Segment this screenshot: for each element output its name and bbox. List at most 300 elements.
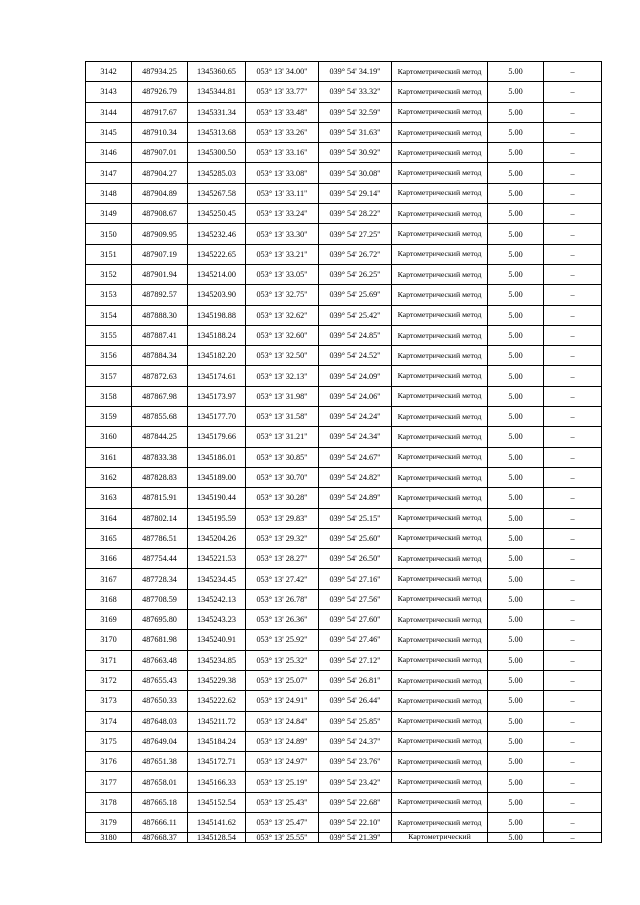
accuracy-cell: 5.00 [488, 204, 544, 224]
latitude-cell: 053° 13' 30.85" [246, 447, 319, 467]
coordinates-table [85, 61, 602, 843]
coord-x-cell: 487907.01 [132, 143, 188, 163]
point-number-cell: 3174 [86, 711, 132, 731]
coord-x-cell: 487649.04 [132, 731, 188, 751]
description-cell: – [544, 366, 602, 386]
point-number-cell: 3175 [86, 731, 132, 751]
coord-x-cell: 487681.98 [132, 630, 188, 650]
description-cell: – [544, 731, 602, 751]
coord-y-cell: 1345198.88 [188, 305, 246, 325]
latitude-cell: 053° 13' 30.28" [246, 488, 319, 508]
point-number-cell: 3169 [86, 610, 132, 630]
method-cell: Картометрический метод [392, 812, 488, 832]
method-cell: Картометрический метод [392, 731, 488, 751]
coord-y-cell: 1345189.00 [188, 467, 246, 487]
table-row [86, 670, 602, 690]
latitude-cell: 053° 13' 32.75" [246, 285, 319, 305]
latitude-cell: 053° 13' 31.21" [246, 427, 319, 447]
coord-y-cell: 1345360.65 [188, 62, 246, 82]
accuracy-cell: 5.00 [488, 285, 544, 305]
coord-x-cell: 487728.34 [132, 569, 188, 589]
description-cell: – [544, 102, 602, 122]
longitude-cell: 039° 54' 32.59" [319, 102, 392, 122]
table-row [86, 285, 602, 305]
longitude-cell: 039° 54' 26.81" [319, 670, 392, 690]
latitude-cell: 053° 13' 24.84" [246, 711, 319, 731]
coord-y-cell: 1345174.61 [188, 366, 246, 386]
accuracy-cell: 5.00 [488, 183, 544, 203]
longitude-cell: 039° 54' 30.92" [319, 143, 392, 163]
latitude-cell: 053° 13' 33.11" [246, 183, 319, 203]
point-number-cell: 3157 [86, 366, 132, 386]
coord-y-cell: 1345211.72 [188, 711, 246, 731]
table-row [86, 62, 602, 82]
accuracy-cell: 5.00 [488, 752, 544, 772]
coordinates-table-body [86, 62, 602, 843]
method-cell: Картометрический метод [392, 62, 488, 82]
coord-y-cell: 1345179.66 [188, 427, 246, 447]
table-row [86, 528, 602, 548]
table-row [86, 224, 602, 244]
coord-x-cell: 487904.27 [132, 163, 188, 183]
description-cell: – [544, 467, 602, 487]
accuracy-cell: 5.00 [488, 670, 544, 690]
longitude-cell: 039° 54' 24.37" [319, 731, 392, 751]
method-cell: Картометрический метод [392, 386, 488, 406]
latitude-cell: 053° 13' 31.98" [246, 386, 319, 406]
latitude-cell: 053° 13' 32.60" [246, 325, 319, 345]
latitude-cell: 053° 13' 25.92" [246, 630, 319, 650]
table-row [86, 366, 602, 386]
coord-y-cell: 1345243.23 [188, 610, 246, 630]
longitude-cell: 039° 54' 24.89" [319, 488, 392, 508]
latitude-cell: 053° 13' 32.50" [246, 346, 319, 366]
description-cell: – [544, 346, 602, 366]
point-number-cell: 3162 [86, 467, 132, 487]
longitude-cell: 039° 54' 26.50" [319, 549, 392, 569]
method-cell: Картометрический метод [392, 447, 488, 467]
coord-x-cell: 487907.19 [132, 244, 188, 264]
accuracy-cell: 5.00 [488, 833, 544, 843]
longitude-cell: 039° 54' 28.22" [319, 204, 392, 224]
coord-y-cell: 1345331.34 [188, 102, 246, 122]
latitude-cell: 053° 13' 26.36" [246, 610, 319, 630]
coord-x-cell: 487833.38 [132, 447, 188, 467]
description-cell: – [544, 122, 602, 142]
latitude-cell: 053° 13' 25.47" [246, 812, 319, 832]
coord-x-cell: 487658.01 [132, 772, 188, 792]
table-row [86, 325, 602, 345]
coord-y-cell: 1345242.13 [188, 589, 246, 609]
accuracy-cell: 5.00 [488, 366, 544, 386]
coord-x-cell: 487892.57 [132, 285, 188, 305]
method-cell: Картометрический метод [392, 407, 488, 427]
latitude-cell: 053° 13' 33.16" [246, 143, 319, 163]
accuracy-cell: 5.00 [488, 427, 544, 447]
coord-y-cell: 1345186.01 [188, 447, 246, 467]
point-number-cell: 3151 [86, 244, 132, 264]
method-cell: Картометрический [392, 833, 488, 843]
table-row [86, 427, 602, 447]
coord-y-cell: 1345267.58 [188, 183, 246, 203]
latitude-cell: 053° 13' 25.07" [246, 670, 319, 690]
accuracy-cell: 5.00 [488, 691, 544, 711]
longitude-cell: 039° 54' 22.68" [319, 792, 392, 812]
point-number-cell: 3172 [86, 670, 132, 690]
coord-y-cell: 1345234.45 [188, 569, 246, 589]
latitude-cell: 053° 13' 26.78" [246, 589, 319, 609]
coord-y-cell: 1345190.44 [188, 488, 246, 508]
table-row [86, 772, 602, 792]
point-number-cell: 3155 [86, 325, 132, 345]
table-row [86, 163, 602, 183]
accuracy-cell: 5.00 [488, 630, 544, 650]
latitude-cell: 053° 13' 31.58" [246, 407, 319, 427]
method-cell: Картометрический метод [392, 244, 488, 264]
coord-x-cell: 487663.48 [132, 650, 188, 670]
accuracy-cell: 5.00 [488, 549, 544, 569]
description-cell: – [544, 508, 602, 528]
description-cell: – [544, 386, 602, 406]
coord-x-cell: 487648.03 [132, 711, 188, 731]
accuracy-cell: 5.00 [488, 82, 544, 102]
coord-x-cell: 487934.25 [132, 62, 188, 82]
longitude-cell: 039° 54' 30.08" [319, 163, 392, 183]
longitude-cell: 039° 54' 31.63" [319, 122, 392, 142]
accuracy-cell: 5.00 [488, 62, 544, 82]
coord-x-cell: 487926.79 [132, 82, 188, 102]
description-cell: – [544, 264, 602, 284]
latitude-cell: 053° 13' 33.08" [246, 163, 319, 183]
description-cell: – [544, 427, 602, 447]
coord-y-cell: 1345184.24 [188, 731, 246, 751]
description-cell: – [544, 163, 602, 183]
method-cell: Картометрический метод [392, 325, 488, 345]
latitude-cell: 053° 13' 33.77" [246, 82, 319, 102]
latitude-cell: 053° 13' 33.05" [246, 264, 319, 284]
coord-y-cell: 1345173.97 [188, 386, 246, 406]
description-cell: – [544, 407, 602, 427]
point-number-cell: 3142 [86, 62, 132, 82]
latitude-cell: 053° 13' 33.21" [246, 244, 319, 264]
accuracy-cell: 5.00 [488, 102, 544, 122]
point-number-cell: 3152 [86, 264, 132, 284]
description-cell: – [544, 772, 602, 792]
table-row [86, 610, 602, 630]
method-cell: Картометрический метод [392, 549, 488, 569]
longitude-cell: 039° 54' 26.44" [319, 691, 392, 711]
coord-x-cell: 487668.37 [132, 833, 188, 843]
accuracy-cell: 5.00 [488, 488, 544, 508]
longitude-cell: 039° 54' 29.14" [319, 183, 392, 203]
point-number-cell: 3180 [86, 833, 132, 843]
description-cell: – [544, 650, 602, 670]
accuracy-cell: 5.00 [488, 325, 544, 345]
table-row [86, 244, 602, 264]
description-cell: – [544, 569, 602, 589]
description-cell: – [544, 62, 602, 82]
point-number-cell: 3164 [86, 508, 132, 528]
coord-x-cell: 487867.98 [132, 386, 188, 406]
point-number-cell: 3178 [86, 792, 132, 812]
accuracy-cell: 5.00 [488, 467, 544, 487]
table-row [86, 833, 602, 843]
description-cell: – [544, 549, 602, 569]
coord-x-cell: 487695.80 [132, 610, 188, 630]
table-row [86, 183, 602, 203]
coord-x-cell: 487901.94 [132, 264, 188, 284]
method-cell: Картометрический метод [392, 589, 488, 609]
latitude-cell: 053° 13' 29.83" [246, 508, 319, 528]
coord-x-cell: 487802.14 [132, 508, 188, 528]
description-cell: – [544, 528, 602, 548]
accuracy-cell: 5.00 [488, 792, 544, 812]
point-number-cell: 3156 [86, 346, 132, 366]
table-row [86, 488, 602, 508]
longitude-cell: 039° 54' 24.82" [319, 467, 392, 487]
latitude-cell: 053° 13' 25.19" [246, 772, 319, 792]
longitude-cell: 039° 54' 27.16" [319, 569, 392, 589]
coord-x-cell: 487884.34 [132, 346, 188, 366]
accuracy-cell: 5.00 [488, 122, 544, 142]
table-row [86, 812, 602, 832]
point-number-cell: 3145 [86, 122, 132, 142]
method-cell: Картометрический метод [392, 143, 488, 163]
description-cell: – [544, 833, 602, 843]
coord-x-cell: 487887.41 [132, 325, 188, 345]
coord-y-cell: 1345300.50 [188, 143, 246, 163]
longitude-cell: 039° 54' 25.42" [319, 305, 392, 325]
table-row [86, 204, 602, 224]
longitude-cell: 039° 54' 21.39" [319, 833, 392, 843]
latitude-cell: 053° 13' 24.89" [246, 731, 319, 751]
coord-y-cell: 1345195.59 [188, 508, 246, 528]
description-cell: – [544, 589, 602, 609]
coord-y-cell: 1345221.53 [188, 549, 246, 569]
accuracy-cell: 5.00 [488, 569, 544, 589]
coord-y-cell: 1345177.70 [188, 407, 246, 427]
method-cell: Картометрический метод [392, 711, 488, 731]
table-row [86, 589, 602, 609]
longitude-cell: 039° 54' 27.12" [319, 650, 392, 670]
accuracy-cell: 5.00 [488, 163, 544, 183]
table-row [86, 122, 602, 142]
point-number-cell: 3148 [86, 183, 132, 203]
description-cell: – [544, 488, 602, 508]
method-cell: Картометрический метод [392, 122, 488, 142]
description-cell: – [544, 305, 602, 325]
table-row [86, 508, 602, 528]
table-row [86, 549, 602, 569]
coord-x-cell: 487828.83 [132, 467, 188, 487]
latitude-cell: 053° 13' 24.91" [246, 691, 319, 711]
accuracy-cell: 5.00 [488, 589, 544, 609]
point-number-cell: 3159 [86, 407, 132, 427]
latitude-cell: 053° 13' 32.13" [246, 366, 319, 386]
method-cell: Картометрический метод [392, 488, 488, 508]
latitude-cell: 053° 13' 33.24" [246, 204, 319, 224]
longitude-cell: 039° 54' 25.85" [319, 711, 392, 731]
latitude-cell: 053° 13' 25.55" [246, 833, 319, 843]
latitude-cell: 053° 13' 25.32" [246, 650, 319, 670]
coord-y-cell: 1345214.00 [188, 264, 246, 284]
point-number-cell: 3146 [86, 143, 132, 163]
longitude-cell: 039° 54' 24.85" [319, 325, 392, 345]
description-cell: – [544, 183, 602, 203]
point-number-cell: 3143 [86, 82, 132, 102]
longitude-cell: 039° 54' 24.09" [319, 366, 392, 386]
coord-y-cell: 1345166.33 [188, 772, 246, 792]
coord-x-cell: 487815.91 [132, 488, 188, 508]
accuracy-cell: 5.00 [488, 711, 544, 731]
description-cell: – [544, 82, 602, 102]
table-row [86, 386, 602, 406]
point-number-cell: 3173 [86, 691, 132, 711]
coord-y-cell: 1345203.90 [188, 285, 246, 305]
coord-y-cell: 1345250.45 [188, 204, 246, 224]
table-row [86, 264, 602, 284]
coord-x-cell: 487908.67 [132, 204, 188, 224]
accuracy-cell: 5.00 [488, 610, 544, 630]
coord-x-cell: 487665.18 [132, 792, 188, 812]
coord-y-cell: 1345229.38 [188, 670, 246, 690]
coord-y-cell: 1345172.71 [188, 752, 246, 772]
method-cell: Картометрический метод [392, 346, 488, 366]
table-row [86, 731, 602, 751]
method-cell: Картометрический метод [392, 670, 488, 690]
method-cell: Картометрический метод [392, 183, 488, 203]
longitude-cell: 039° 54' 24.67" [319, 447, 392, 467]
accuracy-cell: 5.00 [488, 812, 544, 832]
point-number-cell: 3170 [86, 630, 132, 650]
description-cell: – [544, 204, 602, 224]
method-cell: Картометрический метод [392, 285, 488, 305]
longitude-cell: 039° 54' 25.60" [319, 528, 392, 548]
accuracy-cell: 5.00 [488, 224, 544, 244]
table-row [86, 447, 602, 467]
accuracy-cell: 5.00 [488, 508, 544, 528]
point-number-cell: 3147 [86, 163, 132, 183]
description-cell: – [544, 792, 602, 812]
coord-y-cell: 1345285.03 [188, 163, 246, 183]
method-cell: Картометрический метод [392, 102, 488, 122]
longitude-cell: 039° 54' 24.24" [319, 407, 392, 427]
coord-x-cell: 487909.95 [132, 224, 188, 244]
point-number-cell: 3150 [86, 224, 132, 244]
longitude-cell: 039° 54' 26.72" [319, 244, 392, 264]
coord-x-cell: 487754.44 [132, 549, 188, 569]
coord-x-cell: 487872.63 [132, 366, 188, 386]
coord-y-cell: 1345222.65 [188, 244, 246, 264]
latitude-cell: 053° 13' 25.43" [246, 792, 319, 812]
point-number-cell: 3144 [86, 102, 132, 122]
longitude-cell: 039° 54' 26.25" [319, 264, 392, 284]
longitude-cell: 039° 54' 24.52" [319, 346, 392, 366]
method-cell: Картометрический метод [392, 772, 488, 792]
coord-y-cell: 1345188.24 [188, 325, 246, 345]
accuracy-cell: 5.00 [488, 650, 544, 670]
method-cell: Картометрический метод [392, 467, 488, 487]
coord-y-cell: 1345240.91 [188, 630, 246, 650]
coord-y-cell: 1345141.62 [188, 812, 246, 832]
coord-x-cell: 487917.67 [132, 102, 188, 122]
table-row [86, 569, 602, 589]
coord-x-cell: 487904.89 [132, 183, 188, 203]
longitude-cell: 039° 54' 27.25" [319, 224, 392, 244]
longitude-cell: 039° 54' 34.19" [319, 62, 392, 82]
coord-y-cell: 1345313.68 [188, 122, 246, 142]
description-cell: – [544, 244, 602, 264]
latitude-cell: 053° 13' 32.62" [246, 305, 319, 325]
coord-x-cell: 487708.59 [132, 589, 188, 609]
description-cell: – [544, 711, 602, 731]
method-cell: Картометрический метод [392, 204, 488, 224]
coord-x-cell: 487666.11 [132, 812, 188, 832]
accuracy-cell: 5.00 [488, 305, 544, 325]
point-number-cell: 3177 [86, 772, 132, 792]
point-number-cell: 3171 [86, 650, 132, 670]
description-cell: – [544, 752, 602, 772]
point-number-cell: 3176 [86, 752, 132, 772]
method-cell: Картометрический метод [392, 610, 488, 630]
accuracy-cell: 5.00 [488, 346, 544, 366]
coord-y-cell: 1345182.20 [188, 346, 246, 366]
method-cell: Картометрический метод [392, 366, 488, 386]
coord-x-cell: 487888.30 [132, 305, 188, 325]
point-number-cell: 3167 [86, 569, 132, 589]
point-number-cell: 3158 [86, 386, 132, 406]
latitude-cell: 053° 13' 33.26" [246, 122, 319, 142]
point-number-cell: 3154 [86, 305, 132, 325]
accuracy-cell: 5.00 [488, 772, 544, 792]
accuracy-cell: 5.00 [488, 244, 544, 264]
coord-x-cell: 487650.33 [132, 691, 188, 711]
point-number-cell: 3165 [86, 528, 132, 548]
latitude-cell: 053° 13' 27.42" [246, 569, 319, 589]
latitude-cell: 053° 13' 29.32" [246, 528, 319, 548]
accuracy-cell: 5.00 [488, 386, 544, 406]
method-cell: Картометрический метод [392, 752, 488, 772]
coord-x-cell: 487910.34 [132, 122, 188, 142]
latitude-cell: 053° 13' 33.30" [246, 224, 319, 244]
longitude-cell: 039° 54' 24.06" [319, 386, 392, 406]
accuracy-cell: 5.00 [488, 528, 544, 548]
point-number-cell: 3166 [86, 549, 132, 569]
method-cell: Картометрический метод [392, 528, 488, 548]
description-cell: – [544, 143, 602, 163]
method-cell: Картометрический метод [392, 82, 488, 102]
method-cell: Картометрический метод [392, 264, 488, 284]
point-number-cell: 3179 [86, 812, 132, 832]
coord-y-cell: 1345204.26 [188, 528, 246, 548]
coord-y-cell: 1345128.54 [188, 833, 246, 843]
accuracy-cell: 5.00 [488, 407, 544, 427]
coord-y-cell: 1345344.81 [188, 82, 246, 102]
description-cell: – [544, 285, 602, 305]
table-row [86, 792, 602, 812]
description-cell: – [544, 630, 602, 650]
accuracy-cell: 5.00 [488, 264, 544, 284]
longitude-cell: 039° 54' 27.60" [319, 610, 392, 630]
method-cell: Картометрический метод [392, 569, 488, 589]
latitude-cell: 053° 13' 34.00" [246, 62, 319, 82]
longitude-cell: 039° 54' 27.46" [319, 630, 392, 650]
accuracy-cell: 5.00 [488, 447, 544, 467]
longitude-cell: 039° 54' 23.42" [319, 772, 392, 792]
point-number-cell: 3160 [86, 427, 132, 447]
method-cell: Картометрический метод [392, 508, 488, 528]
point-number-cell: 3153 [86, 285, 132, 305]
